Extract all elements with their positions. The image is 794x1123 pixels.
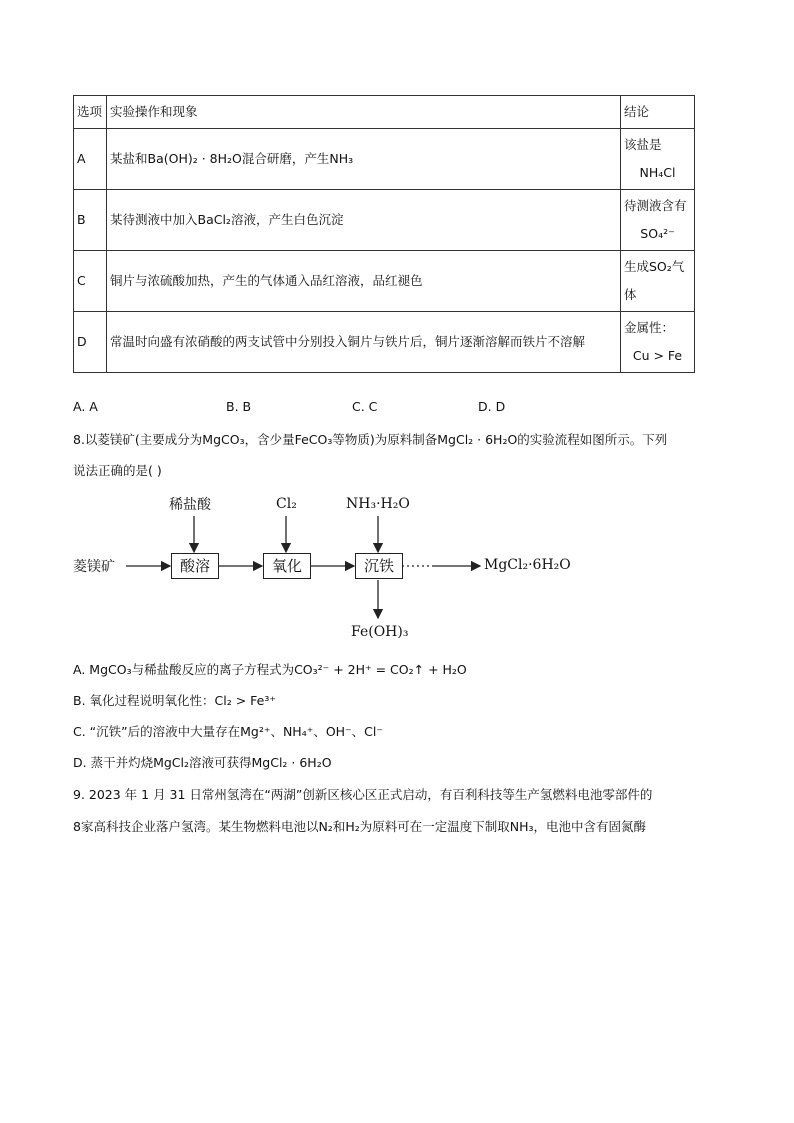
conclusion-line2: NH₄Cl bbox=[639, 165, 676, 180]
q8-option-d[interactable]: D. 蒸干并灼烧MgCl₂溶液可获得MgCl₂ · 6H₂O bbox=[73, 755, 332, 770]
row-operation: 铜片与浓硫酸加热，产生的气体通入品红溶液，品红褪色 bbox=[107, 251, 621, 312]
flow-product: MgCl₂·6H₂O bbox=[484, 557, 571, 573]
q8-option-b[interactable]: B. 氧化过程说明氧化性：Cl₂ > Fe³⁺ bbox=[73, 693, 276, 708]
q7-option-b[interactable]: B. B bbox=[226, 399, 252, 414]
q7-option-d[interactable]: D. D bbox=[478, 399, 506, 414]
row-operation: 某盐和Ba(OH)₂ · 8H₂O混合研磨，产生NH₃ bbox=[107, 129, 621, 190]
flow-byproduct: Fe(OH)₃ bbox=[351, 624, 409, 640]
header-conclusion: 结论 bbox=[621, 96, 695, 129]
flow-step-oxidize: 氧化 bbox=[263, 553, 311, 579]
q8-stem-line1: 8.以菱镁矿(主要成分为MgCO₃，含少量FeCO₃等物质)为原料制备MgCl₂ · 6H₂O的实验流程如图所示。下列 bbox=[73, 432, 668, 447]
row-operation: 常温时向盛有浓硝酸的两支试管中分别投入铜片与铁片后，铜片逐渐溶解而铁片不溶解 bbox=[107, 312, 621, 373]
flow-reagent-hcl: 稀盐酸 bbox=[169, 497, 211, 513]
row-option: A bbox=[74, 129, 107, 190]
q9-stem-line2: 8家高科技企业落户氢湾。某生物燃料电池以N₂和H₂为原料可在一定温度下制取NH₃，电池中含有固氮酶 bbox=[73, 819, 646, 834]
flow-reagent-cl2: Cl₂ bbox=[276, 496, 297, 512]
flow-start-label: 菱镁矿 bbox=[73, 559, 115, 575]
q8-option-c[interactable]: C. “沉铁”后的溶液中大量存在Mg²⁺、NH₄⁺、OH⁻、Cl⁻ bbox=[73, 724, 383, 739]
conclusion-line1: 金属性： bbox=[624, 320, 675, 335]
row-option: B bbox=[74, 190, 107, 251]
header-option: 选项 bbox=[74, 96, 107, 129]
conclusion-line2: 体 bbox=[624, 287, 637, 302]
header-operation: 实验操作和现象 bbox=[107, 96, 621, 129]
q8-option-a[interactable]: A. MgCO₃与稀盐酸反应的离子方程式为CO₃²⁻ + 2H⁺ = CO₂↑ + H₂O bbox=[73, 662, 467, 677]
flow-step-precipitate: 沉铁 bbox=[355, 553, 403, 579]
q8-stem-line2: 说法正确的是( ) bbox=[73, 463, 162, 478]
q7-option-c[interactable]: C. C bbox=[352, 399, 378, 414]
conclusion-line2: Cu > Fe bbox=[632, 348, 683, 363]
conclusion-line2: SO₄²⁻ bbox=[640, 226, 675, 241]
row-option: D bbox=[74, 312, 107, 373]
row-operation: 某待测液中加入BaCl₂溶液，产生白色沉淀 bbox=[107, 190, 621, 251]
flow-reagent-ammonia: NH₃·H₂O bbox=[346, 496, 410, 512]
flow-step-dissolve: 酸溶 bbox=[171, 553, 219, 579]
conclusion-line1: 该盐是 bbox=[624, 137, 662, 152]
row-option: C bbox=[74, 251, 107, 312]
q7-option-a[interactable]: A. A bbox=[73, 399, 98, 414]
q9-stem-line1: 9. 2023 年 1 月 31 日常州氢湾在“两湖”创新区核心区正式启动，有百利科技等生产氢燃料电池零部件的 bbox=[73, 787, 653, 802]
conclusion-line1: 生成SO₂气 bbox=[624, 259, 685, 274]
conclusion-line1: 待测液含有 bbox=[624, 198, 687, 213]
